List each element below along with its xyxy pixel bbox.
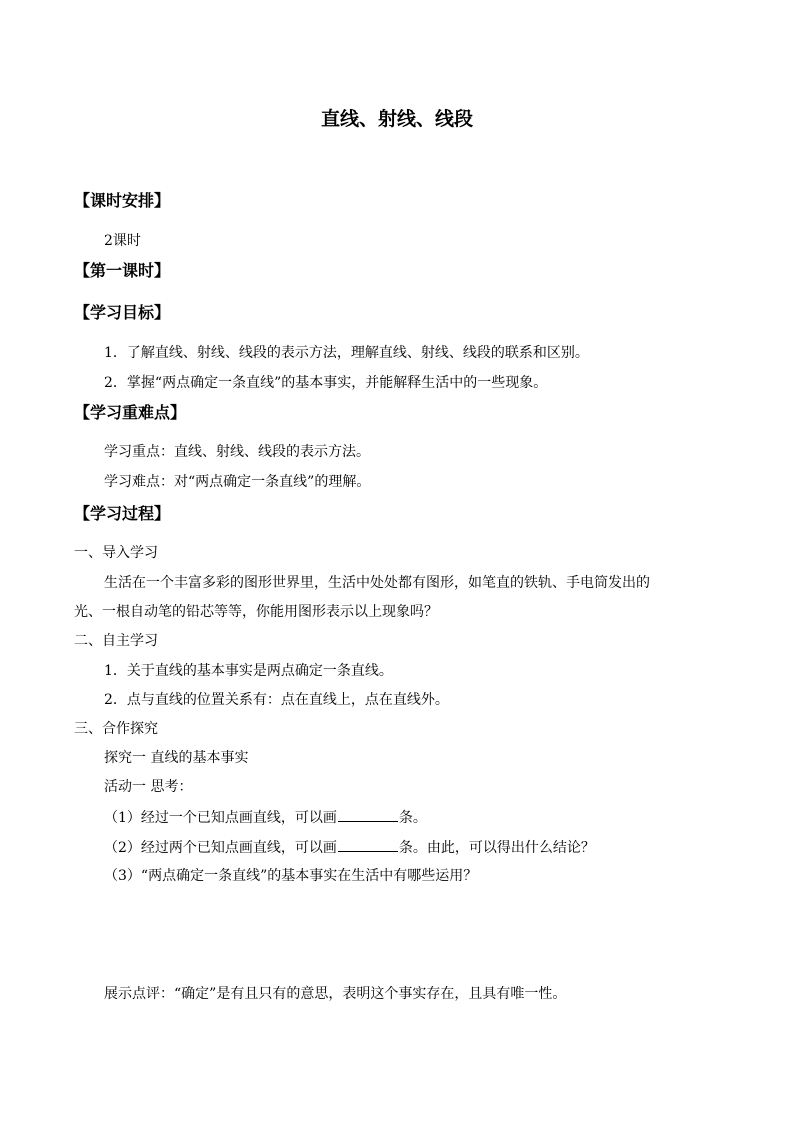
question-2-prefix: （2）经过两个已知点画直线，可以画 — [104, 840, 337, 856]
schedule-heading: 【课时安排】 — [74, 191, 171, 210]
explore-1-title: 探究一 直线的基本事实 — [104, 750, 249, 766]
presentation-comment: 展示点评：“确定”是有且只有的意思，表明这个事实存在，且具有唯一性。 — [104, 986, 567, 1002]
activity-1-title: 活动一 思考： — [104, 779, 193, 795]
question-1-suffix: 条。 — [398, 810, 427, 826]
answer-blank-2 — [338, 837, 398, 852]
keypoints-heading: 【学习重难点】 — [74, 403, 187, 422]
question-1 — [104, 807, 427, 828]
objective-2: 2．掌握“两点确定一条直线”的基本事实，并能解释生活中的一些现象。 — [104, 375, 548, 391]
keypoint-difficulty: 学习难点：对“两点确定一条直线”的理解。 — [104, 474, 371, 490]
part2-item-2: 2．点与直线的位置关系有：点在直线上，点在直线外。 — [104, 692, 449, 708]
objective-1: 1．了解直线、射线、线段的表示方法，理解直线、射线、线段的联系和区别。 — [104, 345, 589, 361]
question-2 — [104, 837, 595, 858]
part1-title: 一、导入学习 — [74, 545, 158, 561]
keypoint-focus: 学习重点：直线、射线、线段的表示方法。 — [104, 444, 370, 460]
part1-paragraph-line2: 光、一根自动笔的铅芯等等，你能用图形表示以上现象吗？ — [74, 604, 438, 620]
part1-paragraph-line1: 生活在一个丰富多彩的图形世界里，生活中处处都有图形，如笔直的铁轨、手电筒发出的 — [104, 575, 650, 591]
first-lesson-heading: 【第一课时】 — [74, 261, 171, 280]
question-2-suffix: 条。由此，可以得出什么结论？ — [398, 840, 595, 856]
schedule-value: 2课时 — [104, 233, 141, 249]
question-3: （3）“两点确定一条直线”的基本事实在生活中有哪些运用？ — [104, 868, 478, 884]
part2-title: 二、自主学习 — [74, 633, 158, 649]
part2-item-1: 1．关于直线的基本事实是两点确定一条直线。 — [104, 663, 393, 679]
part3-title: 三、合作探究 — [74, 721, 158, 737]
process-heading: 【学习过程】 — [74, 504, 171, 523]
objectives-heading: 【学习目标】 — [74, 303, 171, 322]
document-title: 直线、射线、线段 — [320, 108, 473, 130]
answer-blank-1 — [338, 807, 398, 822]
question-1-prefix: （1）经过一个已知点画直线，可以画 — [104, 810, 337, 826]
